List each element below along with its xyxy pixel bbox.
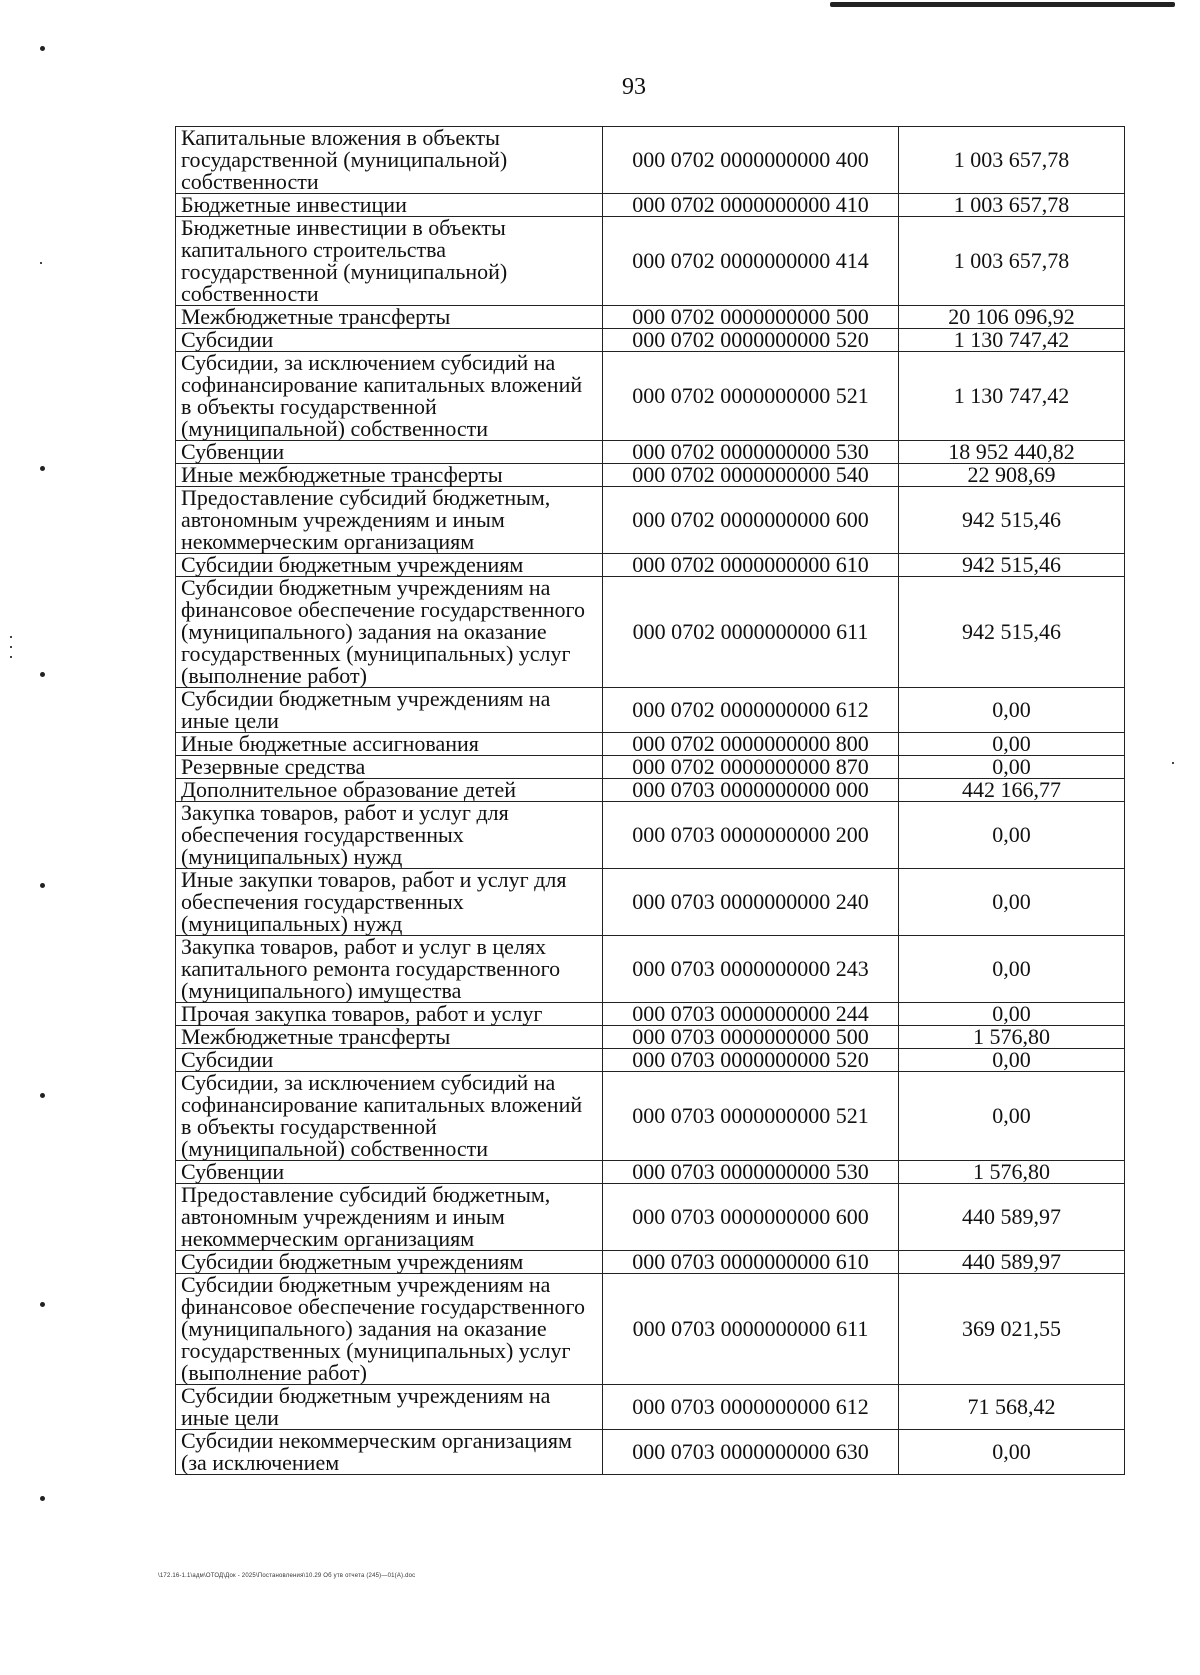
table-row <box>176 329 1125 352</box>
row-code-cell: 000 0702 0000000000 400 <box>603 127 899 194</box>
row-amount-cell: 942 515,46 <box>899 554 1125 577</box>
row-amount-cell: 20 106 096,92 <box>899 306 1125 329</box>
table-row <box>176 756 1125 779</box>
row-name-cell: Субсидии бюджетным учреждениям <box>176 1251 603 1274</box>
row-amount-cell: 71 568,42 <box>899 1385 1125 1430</box>
row-code-cell: 000 0702 0000000000 600 <box>603 487 899 554</box>
margin-mark <box>10 646 12 648</box>
row-amount-cell: 0,00 <box>899 936 1125 1003</box>
row-name-cell: Субсидии, за исключением субсидий на софинансирование капитальных вложений в объекты государственной (муниципальной) собственности <box>176 352 603 441</box>
row-amount-cell: 1 576,80 <box>899 1026 1125 1049</box>
row-name-cell: Резервные средства <box>176 756 603 779</box>
table-row <box>176 779 1125 802</box>
row-name-cell: Межбюджетные трансферты <box>176 306 603 329</box>
row-name-cell: Субсидии бюджетным учреждениям на иные цели <box>176 688 603 733</box>
footer-file-path: \172.16-1.1\адм\ОТОД\Док - 2025\Постановления\10.29 Об утв отчета (245)—01(А).doc <box>158 1573 416 1579</box>
table-row <box>176 464 1125 487</box>
table-row <box>176 1049 1125 1072</box>
table-row <box>176 1003 1125 1026</box>
row-amount-cell: 369 021,55 <box>899 1274 1125 1385</box>
margin-mark <box>40 46 45 51</box>
row-name-cell: Иные межбюджетные трансферты <box>176 464 603 487</box>
row-code-cell: 000 0703 0000000000 244 <box>603 1003 899 1026</box>
row-amount-cell: 440 589,97 <box>899 1251 1125 1274</box>
table-row <box>176 688 1125 733</box>
row-code-cell: 000 0703 0000000000 611 <box>603 1274 899 1385</box>
row-name-cell: Капитальные вложения в объекты государственной (муниципальной) собственности <box>176 127 603 194</box>
row-amount-cell: 0,00 <box>899 1003 1125 1026</box>
row-code-cell: 000 0702 0000000000 530 <box>603 441 899 464</box>
row-amount-cell: 22 908,69 <box>899 464 1125 487</box>
table-row <box>176 577 1125 688</box>
row-code-cell: 000 0702 0000000000 521 <box>603 352 899 441</box>
page-number: 93 <box>622 74 646 100</box>
row-code-cell: 000 0702 0000000000 610 <box>603 554 899 577</box>
row-code-cell: 000 0703 0000000000 240 <box>603 869 899 936</box>
row-name-cell: Субсидии некоммерческим организациям (за исключением <box>176 1430 603 1475</box>
row-amount-cell: 18 952 440,82 <box>899 441 1125 464</box>
row-code-cell: 000 0703 0000000000 243 <box>603 936 899 1003</box>
margin-mark <box>40 1496 45 1501</box>
row-code-cell: 000 0702 0000000000 611 <box>603 577 899 688</box>
row-amount-cell: 942 515,46 <box>899 577 1125 688</box>
margin-mark <box>40 883 45 888</box>
row-code-cell: 000 0703 0000000000 600 <box>603 1184 899 1251</box>
row-amount-cell: 0,00 <box>899 688 1125 733</box>
row-name-cell: Прочая закупка товаров, работ и услуг <box>176 1003 603 1026</box>
row-code-cell: 000 0703 0000000000 500 <box>603 1026 899 1049</box>
table-row <box>176 1072 1125 1161</box>
row-code-cell: 000 0702 0000000000 800 <box>603 733 899 756</box>
row-amount-cell: 440 589,97 <box>899 1184 1125 1251</box>
row-code-cell: 000 0702 0000000000 612 <box>603 688 899 733</box>
row-name-cell: Дополнительное образование детей <box>176 779 603 802</box>
row-name-cell: Субвенции <box>176 1161 603 1184</box>
row-amount-cell: 1 003 657,78 <box>899 217 1125 306</box>
row-code-cell: 000 0703 0000000000 610 <box>603 1251 899 1274</box>
table-row <box>176 733 1125 756</box>
margin-mark <box>10 656 12 658</box>
table-row <box>176 1026 1125 1049</box>
row-amount-cell: 1 003 657,78 <box>899 194 1125 217</box>
budget-table <box>175 126 1125 1475</box>
table-row <box>176 1385 1125 1430</box>
row-amount-cell: 0,00 <box>899 733 1125 756</box>
table-row <box>176 487 1125 554</box>
table-row <box>176 352 1125 441</box>
row-name-cell: Субсидии бюджетным учреждениям на финансовое обеспечение государственного (муниципального) задания на оказание государственных (муниципальных) услуг (выполнение работ) <box>176 577 603 688</box>
row-name-cell: Предоставление субсидий бюджетным, автономным учреждениям и иным некоммерческим организациям <box>176 1184 603 1251</box>
row-code-cell: 000 0702 0000000000 870 <box>603 756 899 779</box>
row-amount-cell: 0,00 <box>899 756 1125 779</box>
row-name-cell: Субсидии <box>176 329 603 352</box>
row-code-cell: 000 0702 0000000000 520 <box>603 329 899 352</box>
row-amount-cell: 1 130 747,42 <box>899 329 1125 352</box>
table-row <box>176 554 1125 577</box>
row-code-cell: 000 0702 0000000000 410 <box>603 194 899 217</box>
row-amount-cell: 942 515,46 <box>899 487 1125 554</box>
table-row <box>176 1161 1125 1184</box>
row-name-cell: Иные бюджетные ассигнования <box>176 733 603 756</box>
row-code-cell: 000 0703 0000000000 200 <box>603 802 899 869</box>
row-code-cell: 000 0703 0000000000 000 <box>603 779 899 802</box>
row-amount-cell: 0,00 <box>899 1430 1125 1475</box>
row-name-cell: Предоставление субсидий бюджетным, автономным учреждениям и иным некоммерческим организациям <box>176 487 603 554</box>
table-row <box>176 217 1125 306</box>
row-amount-cell: 0,00 <box>899 869 1125 936</box>
margin-mark <box>40 1302 45 1307</box>
margin-mark <box>40 1093 45 1098</box>
row-name-cell: Закупка товаров, работ и услуг в целях капитального ремонта государственного (муниципального) имущества <box>176 936 603 1003</box>
row-name-cell: Субсидии бюджетным учреждениям на финансовое обеспечение государственного (муниципального) задания на оказание государственных (муниципальных) услуг (выполнение работ) <box>176 1274 603 1385</box>
row-amount-cell: 0,00 <box>899 1072 1125 1161</box>
margin-mark <box>10 636 12 638</box>
row-name-cell: Субсидии <box>176 1049 603 1072</box>
row-code-cell: 000 0703 0000000000 612 <box>603 1385 899 1430</box>
row-amount-cell: 1 576,80 <box>899 1161 1125 1184</box>
row-name-cell: Субвенции <box>176 441 603 464</box>
row-amount-cell: 0,00 <box>899 802 1125 869</box>
row-name-cell: Бюджетные инвестиции <box>176 194 603 217</box>
row-amount-cell: 1 003 657,78 <box>899 127 1125 194</box>
margin-mark <box>40 466 45 471</box>
table-row <box>176 127 1125 194</box>
row-name-cell: Бюджетные инвестиции в объекты капитального строительства государственной (муниципальной) собственности <box>176 217 603 306</box>
row-code-cell: 000 0703 0000000000 630 <box>603 1430 899 1475</box>
table-row <box>176 1274 1125 1385</box>
margin-mark <box>40 262 42 264</box>
margin-mark <box>40 672 45 677</box>
margin-mark <box>1172 762 1174 764</box>
table-row <box>176 194 1125 217</box>
row-name-cell: Субсидии бюджетным учреждениям на иные цели <box>176 1385 603 1430</box>
row-code-cell: 000 0703 0000000000 530 <box>603 1161 899 1184</box>
table-row <box>176 441 1125 464</box>
row-amount-cell: 442 166,77 <box>899 779 1125 802</box>
row-code-cell: 000 0702 0000000000 414 <box>603 217 899 306</box>
row-code-cell: 000 0703 0000000000 520 <box>603 1049 899 1072</box>
table-row <box>176 1251 1125 1274</box>
table-row <box>176 936 1125 1003</box>
table-row <box>176 869 1125 936</box>
top-rule <box>830 2 1175 7</box>
table-row <box>176 1184 1125 1251</box>
table-row <box>176 306 1125 329</box>
row-amount-cell: 0,00 <box>899 1049 1125 1072</box>
row-code-cell: 000 0703 0000000000 521 <box>603 1072 899 1161</box>
row-name-cell: Иные закупки товаров, работ и услуг для обеспечения государственных (муниципальных) нужд <box>176 869 603 936</box>
row-name-cell: Субсидии бюджетным учреждениям <box>176 554 603 577</box>
row-amount-cell: 1 130 747,42 <box>899 352 1125 441</box>
table-row <box>176 802 1125 869</box>
row-code-cell: 000 0702 0000000000 500 <box>603 306 899 329</box>
table-row <box>176 1430 1125 1475</box>
row-name-cell: Закупка товаров, работ и услуг для обеспечения государственных (муниципальных) нужд <box>176 802 603 869</box>
row-name-cell: Межбюджетные трансферты <box>176 1026 603 1049</box>
row-code-cell: 000 0702 0000000000 540 <box>603 464 899 487</box>
row-name-cell: Субсидии, за исключением субсидий на софинансирование капитальных вложений в объекты государственной (муниципальной) собственности <box>176 1072 603 1161</box>
